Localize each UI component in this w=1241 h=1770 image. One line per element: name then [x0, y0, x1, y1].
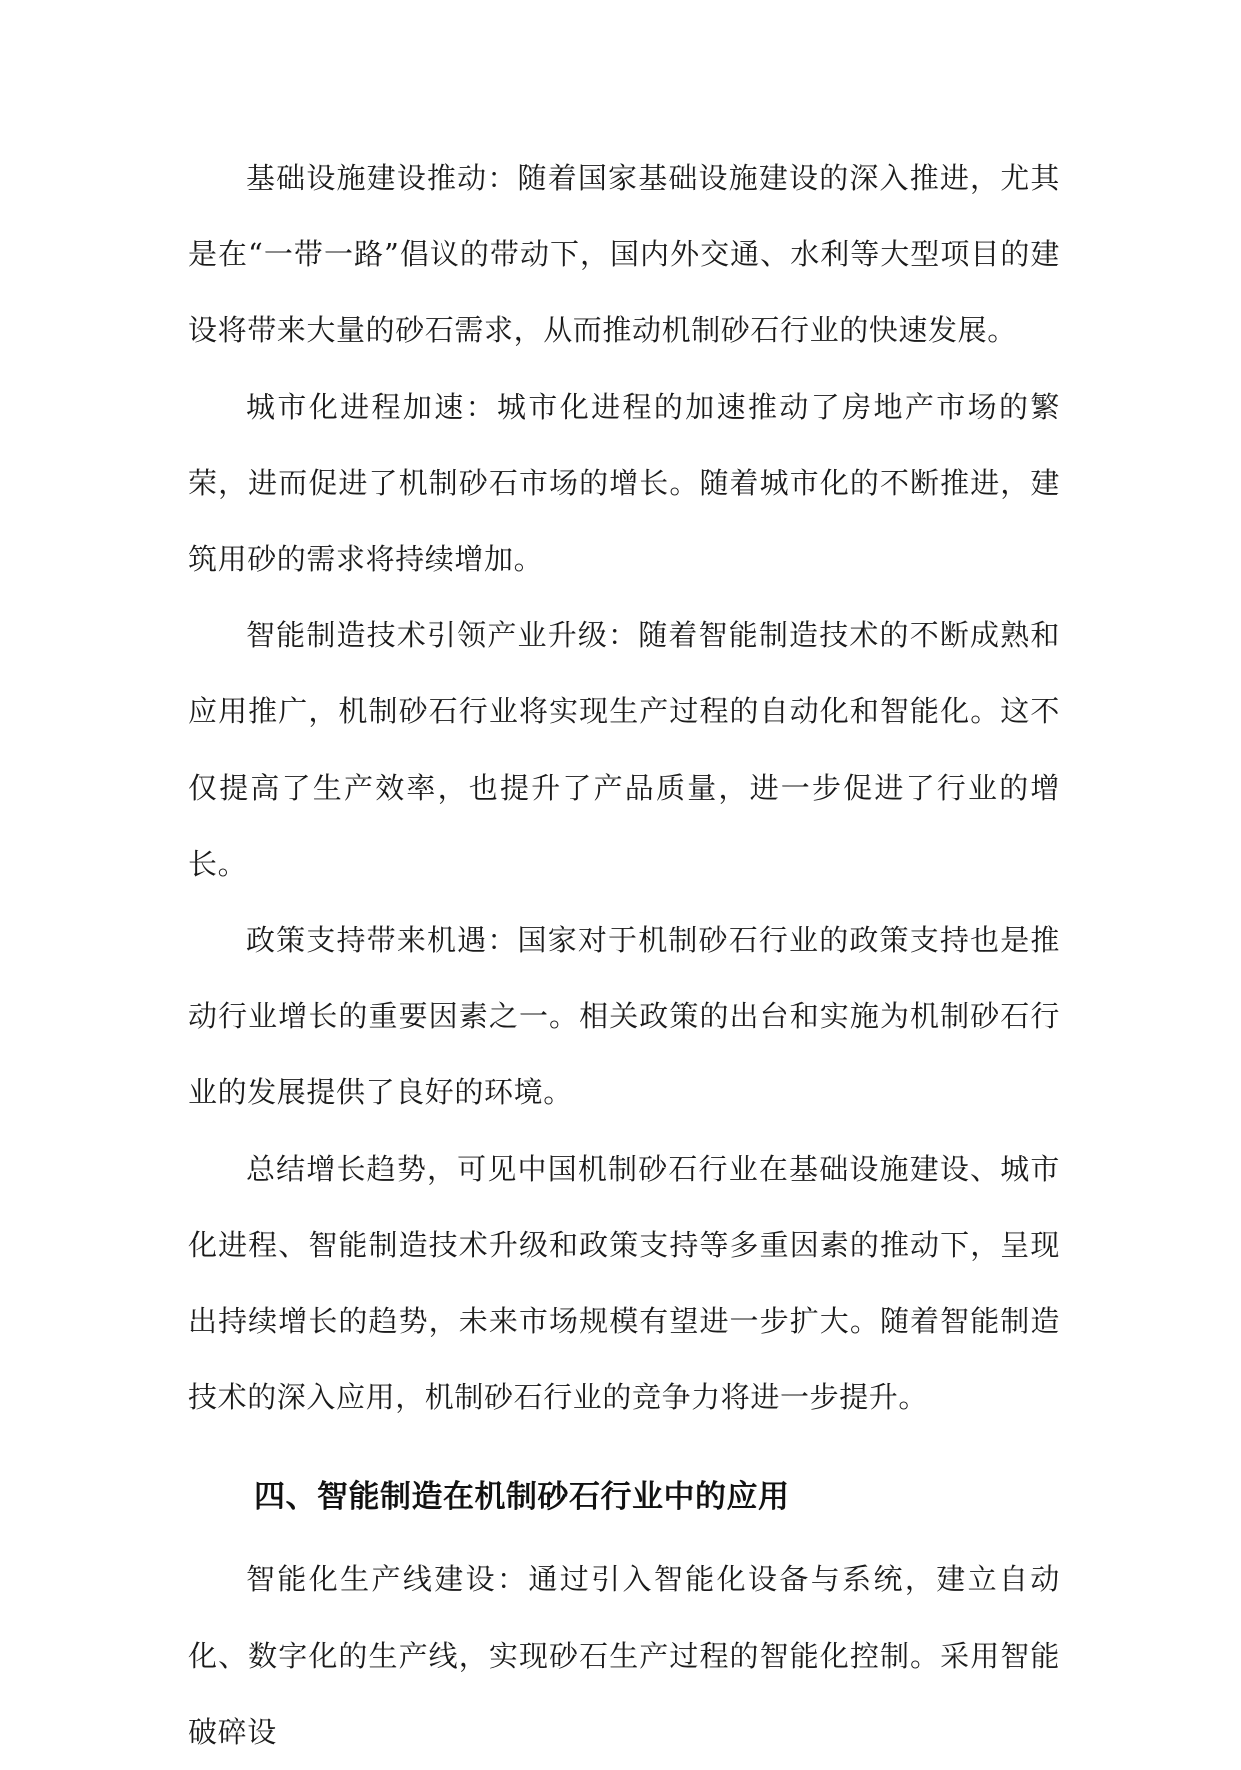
paragraph-smart-manufacturing: 智能制造技术引领产业升级：随着智能制造技术的不断成熟和应用推广，机制砂石行业将实现生产过程的自动化和智能化。这不仅提高了生产效率，也提升了产品质量，进一步促进了行业的增长。	[188, 618, 1060, 881]
document-body	[188, 140, 1060, 1770]
paragraph-urbanization: 城市化进程加速：城市化进程的加速推动了房地产市场的繁荣，进而促进了机制砂石市场的增长。随着城市化的不断推进，建筑用砂的需求将持续增加。	[188, 389, 1060, 577]
paragraph-growth-summary: 总结增长趋势，可见中国机制砂石行业在基础设施建设、城市化进程、智能制造技术升级和政策支持等多重因素的推动下，呈现出持续增长的趋势，未来市场规模有望进一步扩大。随着智能制造技术的深入应用，机制砂石行业的竞争力将进一步提升。	[188, 1151, 1060, 1415]
paragraph-infrastructure: 基础设施建设推动：随着国家基础设施建设的深入推进，尤其是在“一带一路”倡议的带动下，国内外交通、水利等大型项目的建设将带来大量的砂石需求，从而推动机制砂石行业的快速发展。	[188, 161, 1060, 348]
section-heading: 四、智能制造在机制砂石行业中的应用	[254, 1479, 790, 1516]
paragraph-production-line: 智能化生产线建设：通过引入智能化设备与系统，建立自动化、数字化的生产线，实现砂石生产过程的智能化控制。采用智能破碎设	[188, 1562, 1060, 1749]
paragraph-policy-support: 政策支持带来机遇：国家对于机制砂石行业的政策支持也是推动行业增长的重要因素之一。相关政策的出台和实施为机制砂石行业的发展提供了良好的环境。	[188, 923, 1060, 1110]
